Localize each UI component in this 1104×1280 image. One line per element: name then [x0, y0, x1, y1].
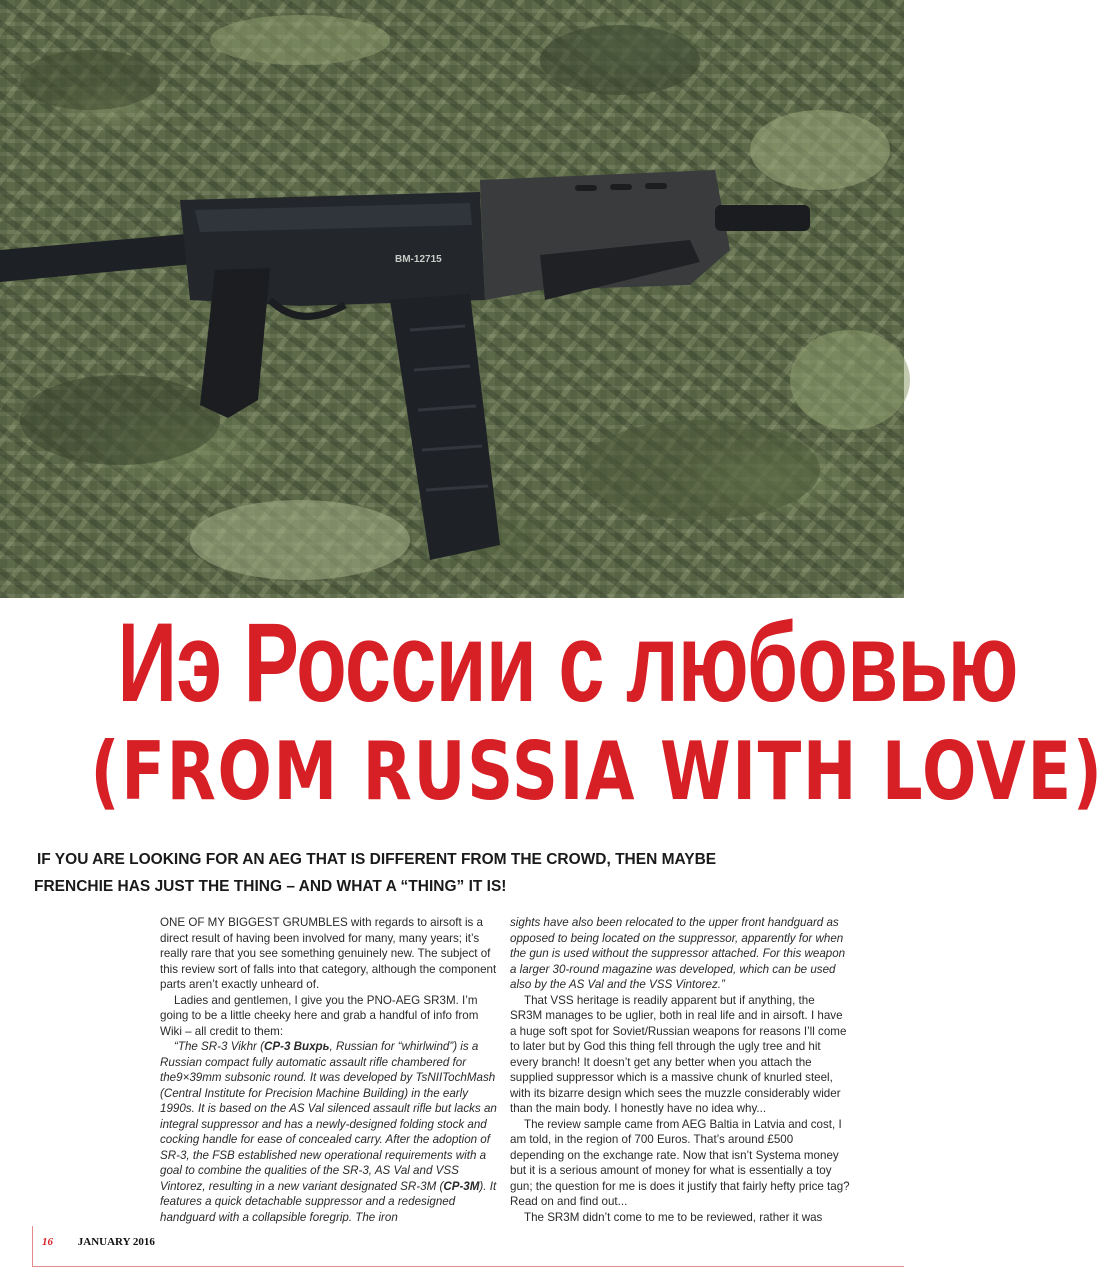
quote-cyrillic: СР-3 Вихрь	[263, 1040, 330, 1053]
footer-rule-horizontal	[32, 1266, 904, 1267]
rifle-stock	[0, 232, 215, 282]
body-column-left	[160, 915, 500, 1225]
rifle-illustration	[0, 0, 904, 598]
hero-photo	[0, 0, 904, 598]
page-footer	[42, 1236, 155, 1248]
quote-cyrillic: СР-3М	[443, 1179, 480, 1193]
vent-slot	[645, 183, 667, 189]
camo-blotch	[20, 375, 220, 465]
quote-text: “The SR-3 Vikhr (	[174, 1040, 264, 1053]
page-number: 16	[42, 1236, 53, 1248]
paragraph-intro: ONE OF MY BIGGEST GRUMBLES with regards to airsoft is a direct result of having been involved for many, many years; it’s really rare that you see something genuinely new. The subject of this review sort of falls into that category, although the component parts aren’t exactly unheard of.	[160, 916, 497, 991]
headline-russian: Иэ России с любовью	[117, 600, 1018, 725]
standfirst	[34, 846, 754, 900]
quote-text: , Russian for “whirlwind”) is a Russian compact fully automatic assault rifle chambered for the9×39mm subsonic round. It was developed by TsNIITochMash (Central Institute for Precision Machine Building) in the early 1990s. It is based on the AS Val silenced assault rifle but lacks an integral suppressor and has a newly-designed folding stock and cocking handle for ease of concealed carry. After the adoption of SR-3, the FSB established new operational requirements with a goal to combine the qualities of the SR-3, AS Val and VSS Vintorez, resulting in a new variant designated SR-3M (	[160, 1040, 497, 1193]
camo-blotch	[540, 25, 700, 95]
body-column-right	[510, 915, 850, 1225]
vent-slot	[575, 185, 597, 191]
serial-marking: BM-12715	[395, 254, 442, 265]
camo-blotch	[790, 330, 910, 430]
standfirst-line-2: FRENCHIE HAS JUST THE THING – AND WHAT A “THING” IT IS!	[34, 878, 507, 895]
rifle-magazine	[390, 294, 500, 560]
issue-date: JANUARY 2016	[77, 1236, 155, 1248]
quote-text: ). It features a quick detachable suppressor and a redesigned handguard with a collapsible foregrip. The iron	[160, 1179, 497, 1224]
footer-rule-vertical	[32, 1226, 33, 1266]
camo-blotch	[750, 110, 890, 190]
wiki-quote-continued: sights have also been relocated to the upper front handguard as opposed to being located on the suppressor, apparently for when the gun is used without the suppressor attached. For this weapon a larger 30-round magazine was developed, which can be used also by the AS Val and the VSS Vintorez.”	[510, 916, 846, 991]
wiki-quote	[160, 1039, 500, 1225]
camo-blotch	[210, 15, 390, 65]
rifle-barrel	[715, 205, 810, 231]
paragraph-price: The review sample came from AEG Baltia in Latvia and cost, I am told, in the region of 700 Euros. That’s around £500 depending on the exchange rate. Now that isn’t Systema money but it is a serious amount of money for what is essentially a toy gun; the question for me is does it justify that fairly hefty price tag? Read on and find out...	[510, 1117, 850, 1208]
camo-blotch	[190, 500, 410, 580]
paragraph-origin: The SR3M didn’t come to me to be reviewed, rather it was	[524, 1210, 823, 1224]
paragraph-introduction-product: Ladies and gentlemen, I give you the PNO-AEG SR3M. I’m going to be a little cheeky here and grab a handful of info from Wiki – all credit to them:	[160, 993, 479, 1038]
paragraph-heritage: That VSS heritage is readily apparent but if anything, the SR3M manages to be uglier, both in real life and in airsoft. I have a huge soft spot for Soviet/Russian weapons for reasons I’ll come to later but by God this thing fell through the ugly tree and hit every branch! It doesn’t get any better when you attach the supplied suppressor which is a massive chunk of knurled steel, with its bizarre design which sees the muzzle considerably wider than the main body. I honestly have no idea why...	[510, 993, 847, 1115]
camo-blotch	[20, 50, 160, 110]
headline-english: (FROM RUSSIA WITH LOVE)	[90, 725, 1104, 818]
vent-slot	[610, 184, 632, 190]
camo-blotch	[580, 420, 820, 520]
standfirst-line-1: IF YOU ARE LOOKING FOR AN AEG THAT IS DIFFERENT FROM THE CROWD, THEN MAYBE	[37, 851, 717, 868]
